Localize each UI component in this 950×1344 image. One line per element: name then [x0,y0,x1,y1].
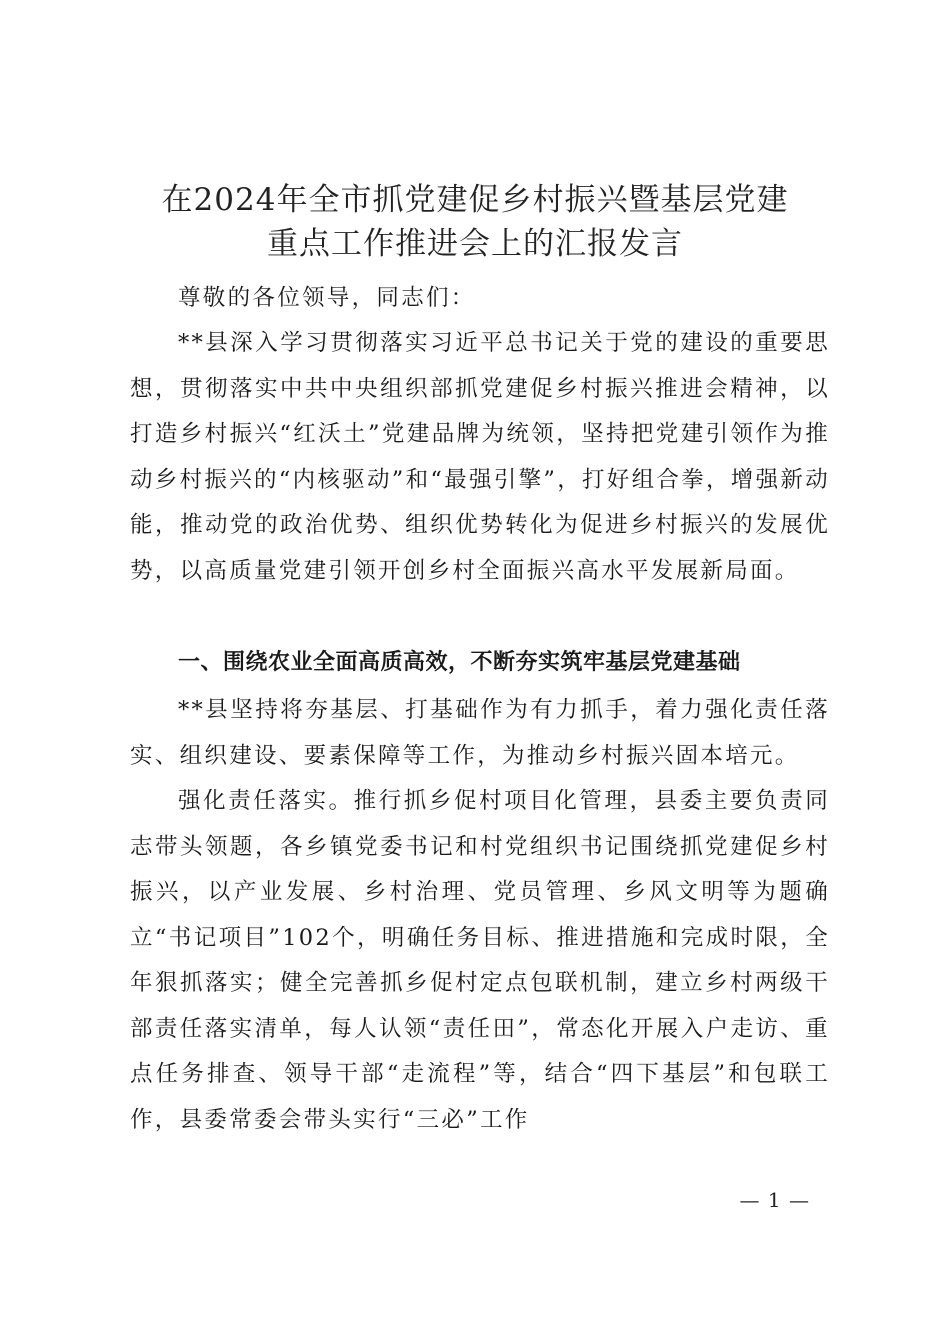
section-heading-1: 一、围绕农业全面高质高效，不断夯实筑牢基层党建基础 [178,650,741,675]
paragraph-intro: **县深入学习贯彻落实习近平总书记关于党的建设的重要思想，贯彻落实中共中央组织部抓党建促乡村振兴推进会精神，以打造乡村振兴“红沃土”党建品牌为统领，坚持把党建引领作为推动乡村振兴的“内核驱动”和“最强引擎”，打好组合拳，增强新动能，推动党的政治优势、组织优势转化为促进乡村振兴的发展优势，以高质量党建引领开创乡村全面振兴高水平发展新局面。 [130,330,831,584]
paragraph-section-1-intro: **县坚持将夯基层、打基础作为有力抓手，着力强化责任落实、组织建设、要素保障等工作，为推动乡村振兴固本培元。 [130,697,830,769]
document-title-line-2: 重点工作推进会上的汇报发言 [267,226,683,262]
document-title-line-1: 在2024年全市抓党建促乡村振兴暨基层党建 [161,182,789,218]
salutation: 尊敬的各位领导，同志们： [178,285,476,311]
paragraph-responsibility: 强化责任落实。推行抓乡促村项目化管理，县委主要负责同志带头领题，各乡镇党委书记和村党组织书记围绕抓党建促乡村振兴，以产业发展、乡村治理、党员管理、乡风文明等为题确立“书记项目”102个，明确任务目标、推进措施和完成时限，全年狠抓落实；健全完善抓乡促村定点包联机制，建立乡村两级干部责任落实清单，每人认领“责任田”，常态化开展入户走访、重点任务排查、领导干部“走流程”等，结合“四下基层”和包联工作，县委常委会带头实行“三必”工作 [130,788,830,1133]
page-number: — 1 — [739,1188,810,1212]
